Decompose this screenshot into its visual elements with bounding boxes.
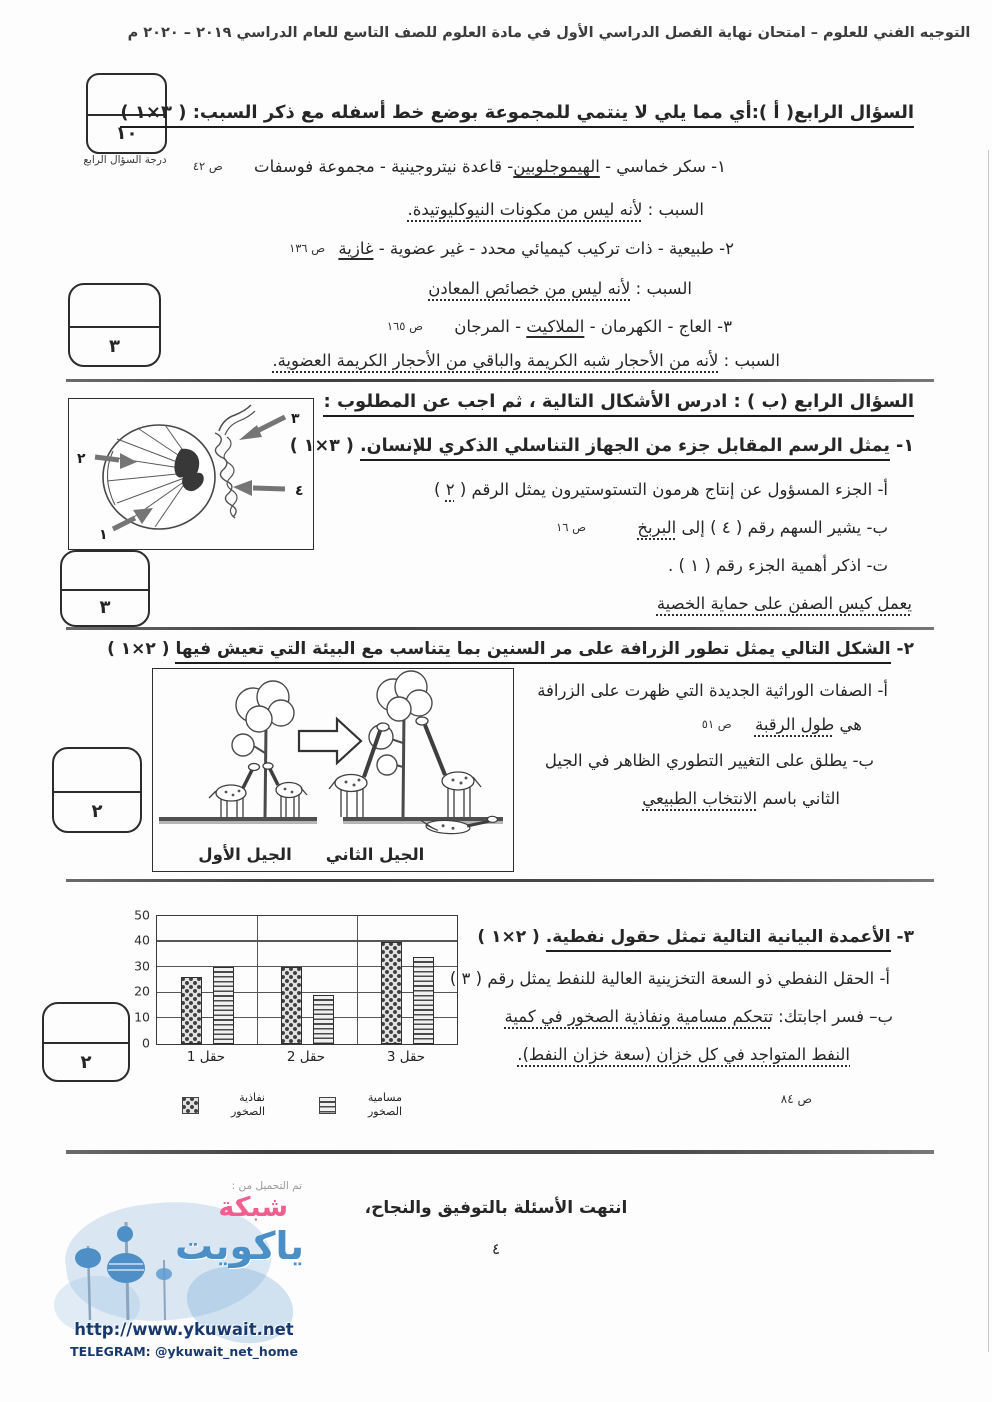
y-tick-label: 20 (134, 983, 150, 999)
q4a-title (120, 102, 914, 123)
page-number: ٤ (491, 1240, 501, 1258)
score-box-q4b3 (42, 1002, 130, 1082)
watermark-telegram: TELEGRAM: @ykuwait_net_home (70, 1344, 298, 1359)
q4b1-title (290, 436, 914, 456)
score-box-value: ٢ (44, 1042, 128, 1080)
marks: ( ٣×١ ) (289, 436, 354, 456)
page-reference: ص ١٣٦ (289, 241, 326, 255)
bar-group (257, 916, 357, 1044)
q4b2-title (107, 639, 914, 659)
q4b1-item-c: ت- اذكر أهمية الجزء رقم ( ١ ) . (668, 556, 888, 575)
q4a-item-2 (289, 239, 734, 258)
filled-answer: تتحكم مسامية ونفاذية الصخور في كمية (504, 1007, 773, 1026)
section-divider (66, 879, 934, 882)
item-text: ب- يشير السهم رقم ( ٤ ) إلى (676, 518, 888, 537)
q4b1-item-a (434, 480, 888, 499)
item-text: طبيعية - ذات تركيب كيميائي محدد - غير عضوية - (373, 239, 714, 258)
item-number: ٢- (896, 639, 914, 659)
score-box-value: ١٠ (88, 114, 165, 152)
q4a-title-text: السؤال الرابع( أ ):أي مما يلي لا ينتمي للمجموعة بوضع خط أسفله مع ذكر السبب: ( ٣×١ ) (120, 102, 914, 128)
q4b2-title-text: الشكل التالي يمثل تطور الزرافة على مر السنين بما يتناسب مع البيئة التي تعيش فيها (175, 639, 890, 664)
q4b1-item-b (556, 518, 888, 537)
legend-label: نفاذية الصخور (230, 1091, 265, 1119)
reason-answer: لأنه ليس من خصائص المعادن (428, 279, 631, 298)
chart-y-axis (126, 906, 152, 1050)
score-box-q4b1 (60, 550, 150, 627)
q4b3-item-a: أ- الحقل النفطي ذو السعة التخزينية العالية للنفط يمثل رقم ( ٣ ) (449, 969, 890, 988)
q4b-title (323, 391, 914, 412)
oil-fields-bar-chart (126, 893, 472, 1151)
score-box-caption: درجة السؤال الرابع (83, 154, 167, 166)
q4b3-title-text: الأعمدة البيانية التالية تمثل حقول نفطية. (546, 927, 891, 952)
item-underlined-answer: الهيموجلوبين (513, 157, 600, 176)
marks: ( ٢×١ ) (477, 927, 540, 947)
q4b1-item-c-answer (657, 594, 912, 613)
filled-answer: الانتخاب الطبيعي (642, 789, 758, 808)
q4b2-item-a-line2 (702, 715, 862, 734)
reason-label: السبب : (642, 200, 704, 219)
watermark-url: http://www.ykuwait.net (74, 1320, 294, 1339)
reason-answer: لأنه ليس من مكونات النيوكليوتيدة. (407, 200, 643, 219)
section-divider (66, 1150, 934, 1154)
exam-header-title: التوجيه الفني للعلوم – امتحان نهاية الفصل الدراسي الأول في مادة العلوم للصف التاسع للعام الدراسي ٢٠١٩ – ٢٠٢٠ م (127, 25, 971, 41)
score-box-q4a (68, 283, 161, 367)
item-number: ٢- (719, 239, 734, 258)
page-reference: ص ١٦ (556, 520, 587, 534)
page-reference: ص ١٦٥ (386, 319, 423, 333)
page-reference: ص ٥١ (701, 717, 732, 731)
y-tick-label: 40 (134, 932, 150, 948)
page-reference: ص ٨٤ (780, 1092, 812, 1106)
bar (181, 977, 202, 1044)
watermark-name-pink: شبكة (218, 1192, 288, 1223)
q4a-reason-3 (272, 351, 780, 370)
testis-diagram-drawing (69, 399, 311, 546)
category-label: حقل 2 (286, 1049, 326, 1065)
item-number: ١- (711, 157, 726, 176)
score-box-value: ٢ (54, 791, 140, 831)
bar (313, 995, 334, 1044)
q4b3-title (477, 927, 914, 947)
diagram-label-1: ١ (99, 527, 108, 543)
filled-answer: النفط المتواجد في كل خزان (سعة خزان النفط). (517, 1045, 850, 1064)
item-text: الثاني باسم (757, 789, 840, 808)
section-divider (66, 627, 934, 630)
score-box-value: ٣ (70, 326, 159, 366)
scan-edge-line (988, 150, 990, 1352)
q4b2-item-a-line1: أ- الصفات الوراثية الجديدة التي ظهرت على الزرافة (537, 681, 888, 700)
reason-label: السبب : (718, 351, 780, 370)
q4b2-item-b-line2 (642, 789, 840, 808)
item-underlined-answer: الملاكيت (526, 317, 585, 336)
chart-x-labels (156, 1049, 456, 1065)
item-text: سكر خماسي - (599, 157, 706, 176)
downloaded-from-note: تم التحميل من : (231, 1180, 302, 1192)
q4b3-item-b-line1 (504, 1007, 893, 1026)
y-tick-label: 0 (142, 1034, 150, 1050)
diagram-label-4: ٤ (295, 483, 304, 499)
giraffe-evolution-drawing (153, 669, 509, 835)
q4b1-title-text: يمثل الرسم المقابل جزء من الجهاز التناسلي الذكري للإنسان. (360, 436, 890, 461)
marks: ( ٢×١ ) (107, 639, 170, 659)
filled-answer: يعمل كيس الصفن على حماية الخصية (656, 594, 912, 613)
q4a-reason-2 (428, 279, 692, 298)
item-text: - قاعدة نيتروجينية - مجموعة فوسفات (254, 157, 514, 176)
ykuwait-watermark-logo (58, 1180, 310, 1376)
section-divider (66, 379, 934, 382)
bar (213, 967, 234, 1044)
q4a-reason-1 (408, 200, 705, 219)
watermark-name-blue: ياكويت (175, 1224, 304, 1268)
category-label: حقل 1 (186, 1049, 226, 1065)
item-text: هي (834, 715, 862, 734)
q4b3-item-b-line2 (517, 1045, 850, 1064)
bar-group (357, 916, 457, 1044)
category-label: حقل 3 (386, 1049, 426, 1065)
item-text: أ- الجزء المسؤول عن إنتاج هرمون التستوستيرون يمثل الرقم ( (454, 480, 888, 499)
item-underlined-answer: غازية (338, 239, 374, 258)
bar (413, 957, 434, 1044)
diagram-label-3: ٣ (291, 411, 300, 427)
score-box-q4b2 (52, 747, 142, 833)
q4a-item-1 (193, 157, 726, 176)
q4a-item-3 (387, 317, 732, 336)
q4b-title-text: السؤال الرابع (ب ) : ادرس الأشكال التالية ، ثم اجب عن المطلوب : (323, 391, 914, 417)
item-number: ٣- (896, 927, 914, 947)
score-box-blank-cell (44, 1004, 128, 1042)
score-box-blank-cell (70, 285, 159, 326)
item-number: ٣- (717, 317, 732, 336)
giraffe-evolution-figure (152, 668, 514, 872)
legend-label: مسامية الصخور (367, 1091, 402, 1119)
reason-label: السبب : (630, 279, 692, 298)
bar (381, 942, 402, 1044)
filled-answer: ٢ (445, 480, 455, 499)
q4b2-item-b-line1: ب- يطلق على التغيير التطوري الظاهر في الجيل (544, 751, 874, 770)
generation-1-label: الجيل الأول (198, 845, 292, 864)
reason-answer: لأنه من الأحجار شبه الكريمة والباقي من الأحجار الكريمة العضوية. (272, 351, 719, 370)
filled-answer: طول الرقبة (754, 715, 835, 734)
item-text: ب– فسر اجابتك: (772, 1007, 893, 1026)
page-reference: ص ٤٢ (192, 159, 223, 173)
bar-group (157, 916, 257, 1044)
chart-plot (156, 915, 458, 1045)
item-text: - المرجان (454, 317, 527, 336)
item-text: ) (434, 480, 446, 499)
generation-2-label: الجيل الثاني (325, 845, 425, 864)
score-box-value: ٣ (62, 589, 148, 625)
y-tick-label: 30 (134, 957, 150, 973)
score-box-blank-cell (62, 552, 148, 589)
bar (281, 967, 302, 1044)
score-box-blank-cell (54, 749, 140, 791)
item-number: ١- (896, 436, 914, 456)
transition-arrow (299, 719, 361, 763)
filled-answer: البربخ (637, 518, 677, 537)
y-tick-label: 50 (134, 906, 150, 922)
item-text: العاج - الكهرمان - (584, 317, 712, 336)
y-tick-label: 10 (134, 1009, 150, 1025)
diagram-label-2: ٢ (77, 451, 86, 467)
closing-statement: انتهت الأسئلة بالتوفيق والنجاح، (364, 1198, 628, 1218)
male-reproductive-diagram (68, 398, 314, 550)
